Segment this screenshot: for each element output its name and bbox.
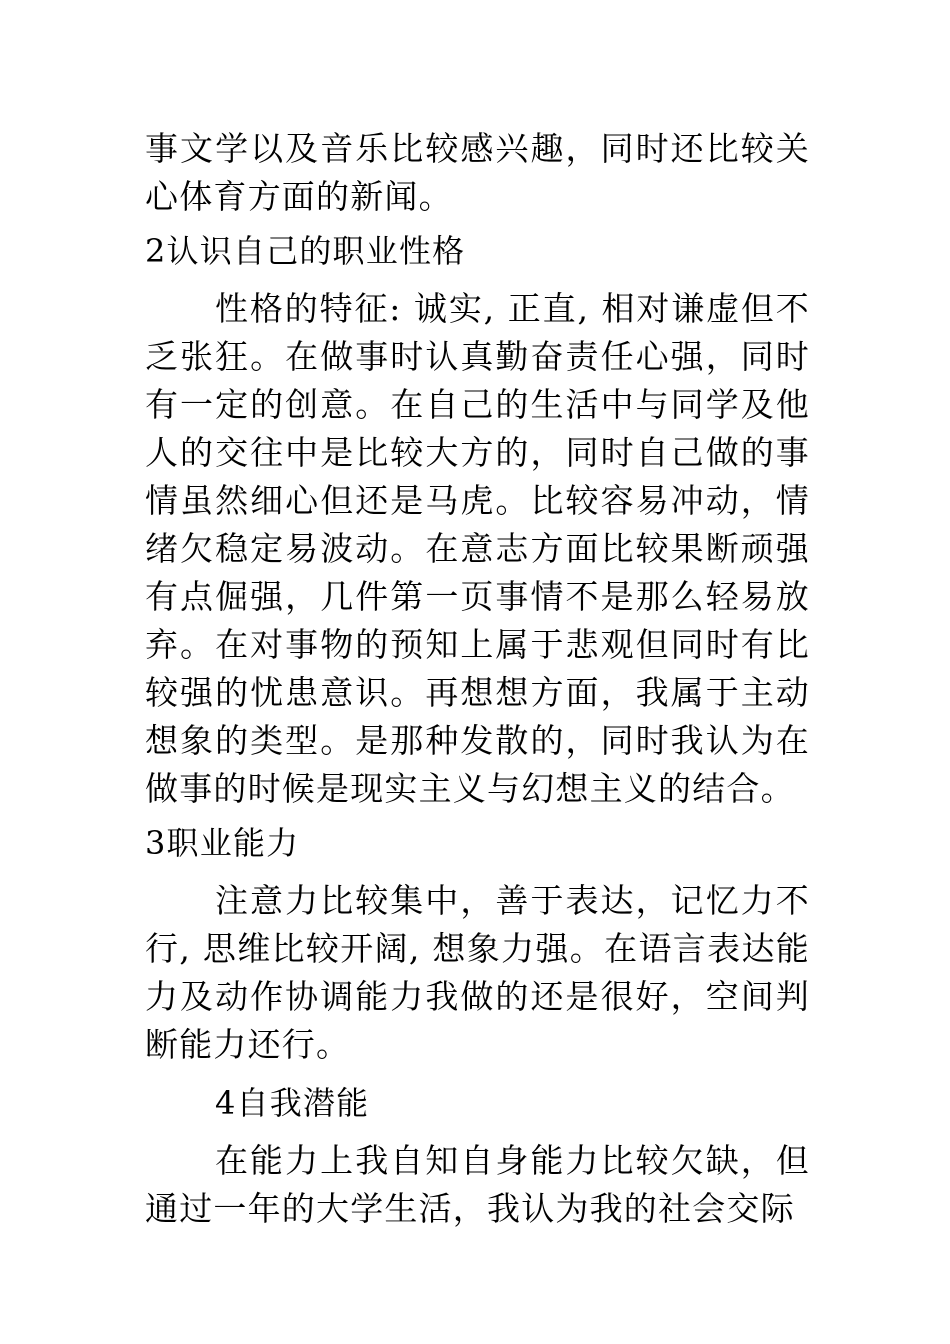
heading-career-personality: 2认识自己的职业性格 (145, 232, 466, 270)
paragraph-interests-continued: 事文学以及音乐比较感兴趣，同时还比较关心体育方面的新闻。 (145, 129, 810, 216)
document-body (145, 125, 810, 1233)
heading-career-ability: 3职业能力 (145, 824, 300, 862)
heading-self-potential: 4自我潜能 (215, 1084, 370, 1122)
paragraph-personality-traits: 性格的特征: 诚实, 正直, 相对谦虚但不乏张狂。在做事时认真勤奋责任心强，同时有一定的创意。在自己的生活中与同学及他人的交往中是比较大方的，同时自己做的事情虽然细心但还是马虎。比较容易冲动，情绪欠稳定易波动。在意志方面比较果断顽强有点倔强，几件第一页事情不是那么轻易放弃。在对事物的预知上属于悲观但同时有比较强的忧患意识。再想想方面，我属于主动想象的类型。是那种发散的，同时我认为在做事的时候是现实主义与幻想主义的结合。 (145, 289, 810, 808)
paragraph-self-potential: 在能力上我自知自身能力比较欠缺，但通过一年的大学生活，我认为我的社会交际 (145, 1141, 810, 1228)
paragraph-abilities: 注意力比较集中，善于表达，记忆力不行, 思维比较开阔, 想象力强。在语言表达能力及动作协调能力我做的还是很好，空间判断能力还行。 (145, 881, 810, 1064)
